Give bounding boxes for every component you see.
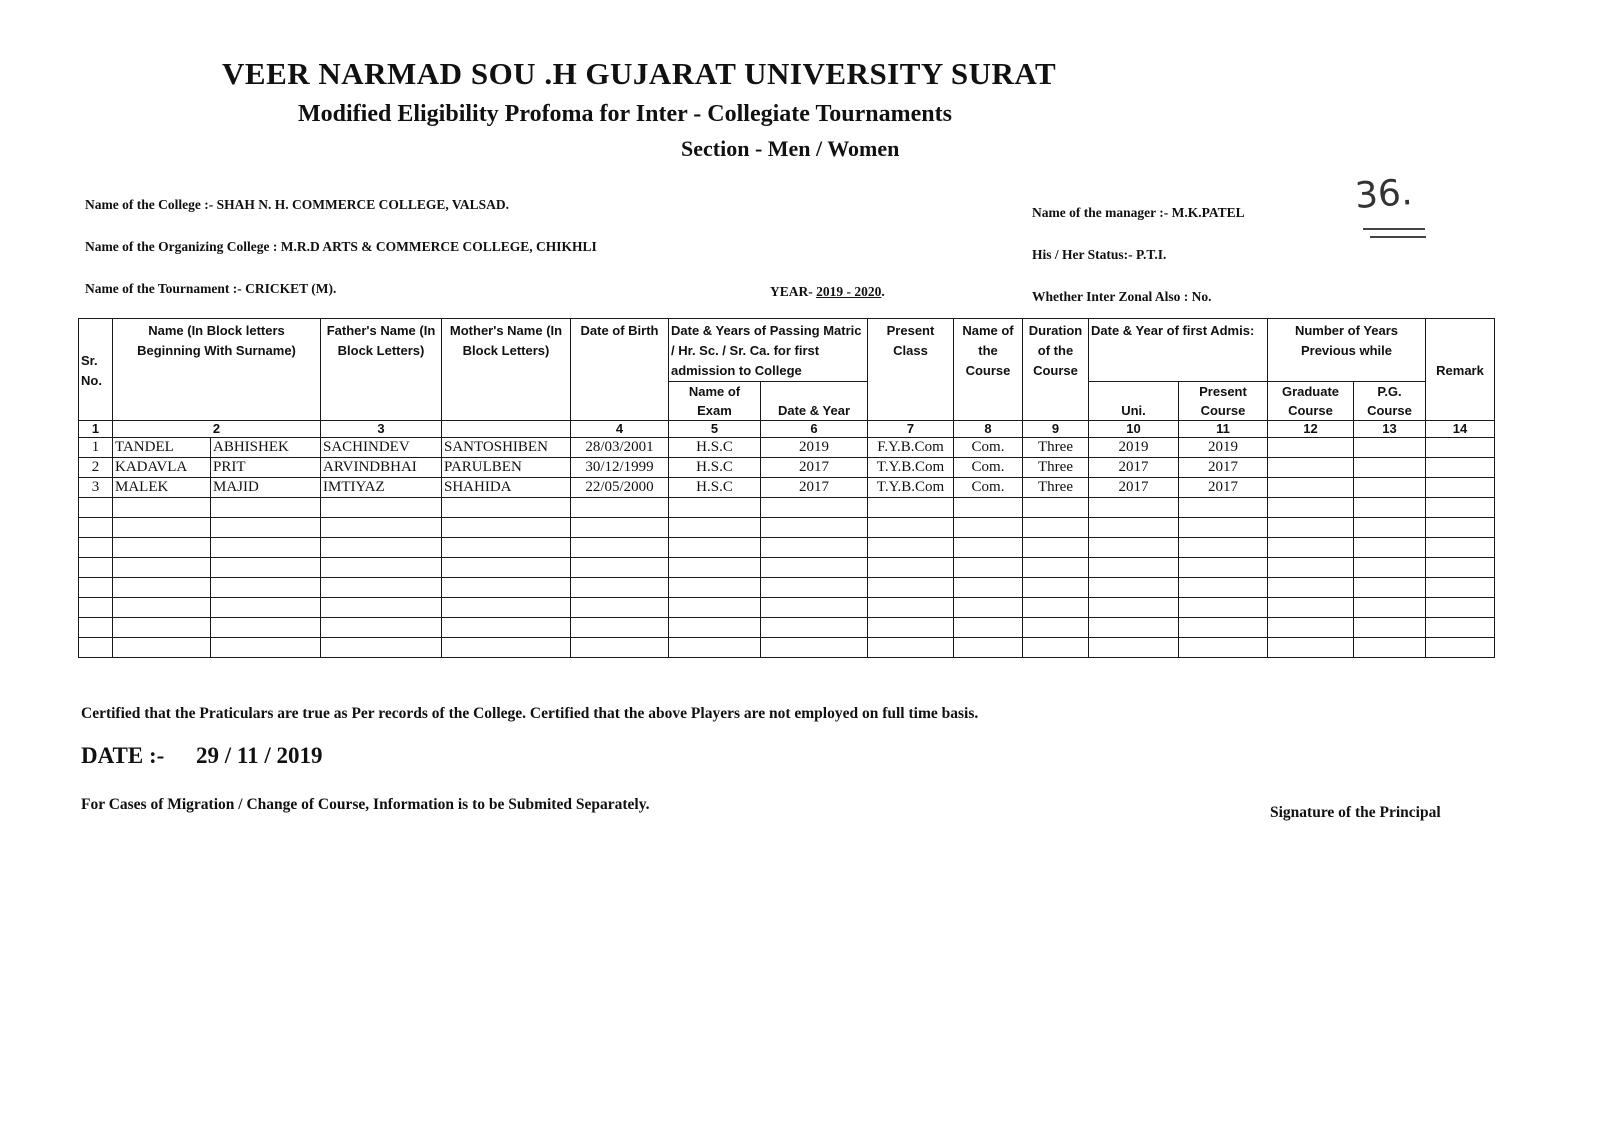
inter-zonal: Whether Inter Zonal Also : No. <box>1032 289 1212 304</box>
col-num: 13 <box>1354 421 1426 438</box>
table-row <box>79 438 1495 458</box>
cell-first-name: PRIT <box>211 458 321 478</box>
page-number-underline <box>1363 228 1425 230</box>
cell-remark <box>1426 438 1495 458</box>
col-num: 14 <box>1426 421 1495 438</box>
date-value: 29 / 11 / 2019 <box>196 743 323 768</box>
page-number: 36. <box>1353 172 1414 217</box>
cell-surname: KADAVLA <box>113 458 211 478</box>
university-title: VEER NARMAD SOU .H GUJARAT UNIVERSITY SURAT <box>222 56 1057 91</box>
column-number-row <box>79 421 1495 438</box>
eligibility-table <box>78 318 1495 658</box>
empty-row <box>79 558 1495 578</box>
cell-present-course: 2019 <box>1179 438 1268 458</box>
cell-surname: MALEK <box>113 478 211 498</box>
cell-surname: TANDEL <box>113 438 211 458</box>
col-num: 4 <box>571 421 669 438</box>
empty-row <box>79 618 1495 638</box>
cell-first-name: ABHISHEK <box>211 438 321 458</box>
date-label: DATE :- <box>81 743 165 768</box>
header-dob: Date of Birth <box>571 319 669 421</box>
cell-sr: 2 <box>79 458 113 478</box>
certification-text: Certified that the Praticulars are true as Per records of the College. Certified that the above Players are not employed on full time basis. <box>81 705 979 722</box>
cell-exam: H.S.C <box>669 458 761 478</box>
cell-graduate <box>1268 478 1354 498</box>
cell-course: Com. <box>954 438 1023 458</box>
cell-uni: 2017 <box>1089 458 1179 478</box>
cell-dob: 30/12/1999 <box>571 458 669 478</box>
date-line <box>81 743 323 769</box>
cell-uni: 2019 <box>1089 438 1179 458</box>
year-end: . <box>881 284 885 299</box>
header-pg: P.G. Course <box>1354 382 1426 421</box>
manager-status: His / Her Status:- P.T.I. <box>1032 247 1167 262</box>
header-sr-no: Sr. No. <box>79 319 113 421</box>
principal-signature: Signature of the Principal <box>1270 804 1441 821</box>
empty-row <box>79 538 1495 558</box>
cell-exam: H.S.C <box>669 438 761 458</box>
section-label: Section - Men / Women <box>681 136 900 161</box>
cell-year: 2019 <box>761 438 868 458</box>
cell-course: Com. <box>954 458 1023 478</box>
empty-row <box>79 578 1495 598</box>
year-label: YEAR- <box>770 284 813 299</box>
empty-row <box>79 638 1495 658</box>
cell-present-course: 2017 <box>1179 478 1268 498</box>
year-value: 2019 - 2020 <box>816 284 882 299</box>
cell-father: SACHINDEV <box>321 438 442 458</box>
year-field <box>770 284 885 300</box>
header-passing: Date & Years of Passing Matric / Hr. Sc. / Sr. Ca. for first admission to College <box>669 319 868 382</box>
form-subtitle: Modified Eligibility Profoma for Inter - Collegiate Tournaments <box>298 101 952 127</box>
col-num: 6 <box>761 421 868 438</box>
col-num: 5 <box>669 421 761 438</box>
col-num: 8 <box>954 421 1023 438</box>
header-exam: Name of Exam <box>669 382 761 421</box>
col-num-blank <box>442 421 571 438</box>
cell-pg <box>1354 438 1426 458</box>
table-row <box>79 458 1495 478</box>
empty-row <box>79 518 1495 538</box>
col-num: 2 <box>113 421 321 438</box>
migration-note: For Cases of Migration / Change of Course, Information is to be Submited Separately. <box>81 796 650 813</box>
cell-class: T.Y.B.Com <box>868 458 954 478</box>
cell-pg <box>1354 478 1426 498</box>
header-graduate: Graduate Course <box>1268 382 1354 421</box>
table-row <box>79 478 1495 498</box>
col-num: 12 <box>1268 421 1354 438</box>
cell-course: Com. <box>954 478 1023 498</box>
header-duration: Duration of the Course <box>1023 319 1089 421</box>
cell-present-course: 2017 <box>1179 458 1268 478</box>
empty-row <box>79 498 1495 518</box>
cell-father: ARVINDBHAI <box>321 458 442 478</box>
cell-first-name: MAJID <box>211 478 321 498</box>
cell-dob: 28/03/2001 <box>571 438 669 458</box>
cell-duration: Three <box>1023 478 1089 498</box>
header-remark: Remark <box>1426 319 1495 421</box>
cell-duration: Three <box>1023 438 1089 458</box>
cell-father: IMTIYAZ <box>321 478 442 498</box>
col-num: 1 <box>79 421 113 438</box>
tournament-name: Name of the Tournament :- CRICKET (M). <box>85 281 337 296</box>
cell-dob: 22/05/2000 <box>571 478 669 498</box>
cell-class: T.Y.B.Com <box>868 478 954 498</box>
cell-graduate <box>1268 438 1354 458</box>
empty-row <box>79 598 1495 618</box>
header-mother: Mother's Name (In Block Letters) <box>442 319 571 421</box>
college-name: Name of the College :- SHAH N. H. COMMERCE COLLEGE, VALSAD. <box>85 197 509 212</box>
header-present-class: Present Class <box>868 319 954 421</box>
cell-duration: Three <box>1023 458 1089 478</box>
header-father: Father's Name (In Block Letters) <box>321 319 442 421</box>
header-uni: Uni. <box>1089 382 1179 421</box>
col-num: 11 <box>1179 421 1268 438</box>
cell-remark <box>1426 458 1495 478</box>
cell-mother: SHAHIDA <box>442 478 571 498</box>
header-date-year: Date & Year <box>761 382 868 421</box>
col-num: 9 <box>1023 421 1089 438</box>
page-number-underline-2 <box>1370 236 1426 238</box>
manager-name: Name of the manager :- M.K.PATEL <box>1032 205 1245 220</box>
cell-mother: PARULBEN <box>442 458 571 478</box>
cell-mother: SANTOSHIBEN <box>442 438 571 458</box>
organizing-college: Name of the Organizing College : M.R.D ARTS & COMMERCE COLLEGE, CHIKHLI <box>85 239 597 254</box>
cell-uni: 2017 <box>1089 478 1179 498</box>
cell-sr: 3 <box>79 478 113 498</box>
cell-year: 2017 <box>761 478 868 498</box>
cell-pg <box>1354 458 1426 478</box>
col-num: 3 <box>321 421 442 438</box>
header-course-name: Name of the Course <box>954 319 1023 421</box>
col-num: 7 <box>868 421 954 438</box>
cell-sr: 1 <box>79 438 113 458</box>
cell-exam: H.S.C <box>669 478 761 498</box>
header-name: Name (In Block letters Beginning With Surname) <box>113 319 321 421</box>
cell-class: F.Y.B.Com <box>868 438 954 458</box>
cell-year: 2017 <box>761 458 868 478</box>
header-num-years: Number of Years Previous while <box>1268 319 1426 382</box>
cell-remark <box>1426 478 1495 498</box>
header-present-course: Present Course <box>1179 382 1268 421</box>
col-num: 10 <box>1089 421 1179 438</box>
cell-graduate <box>1268 458 1354 478</box>
header-first-admission: Date & Year of first Admis: <box>1089 319 1268 382</box>
